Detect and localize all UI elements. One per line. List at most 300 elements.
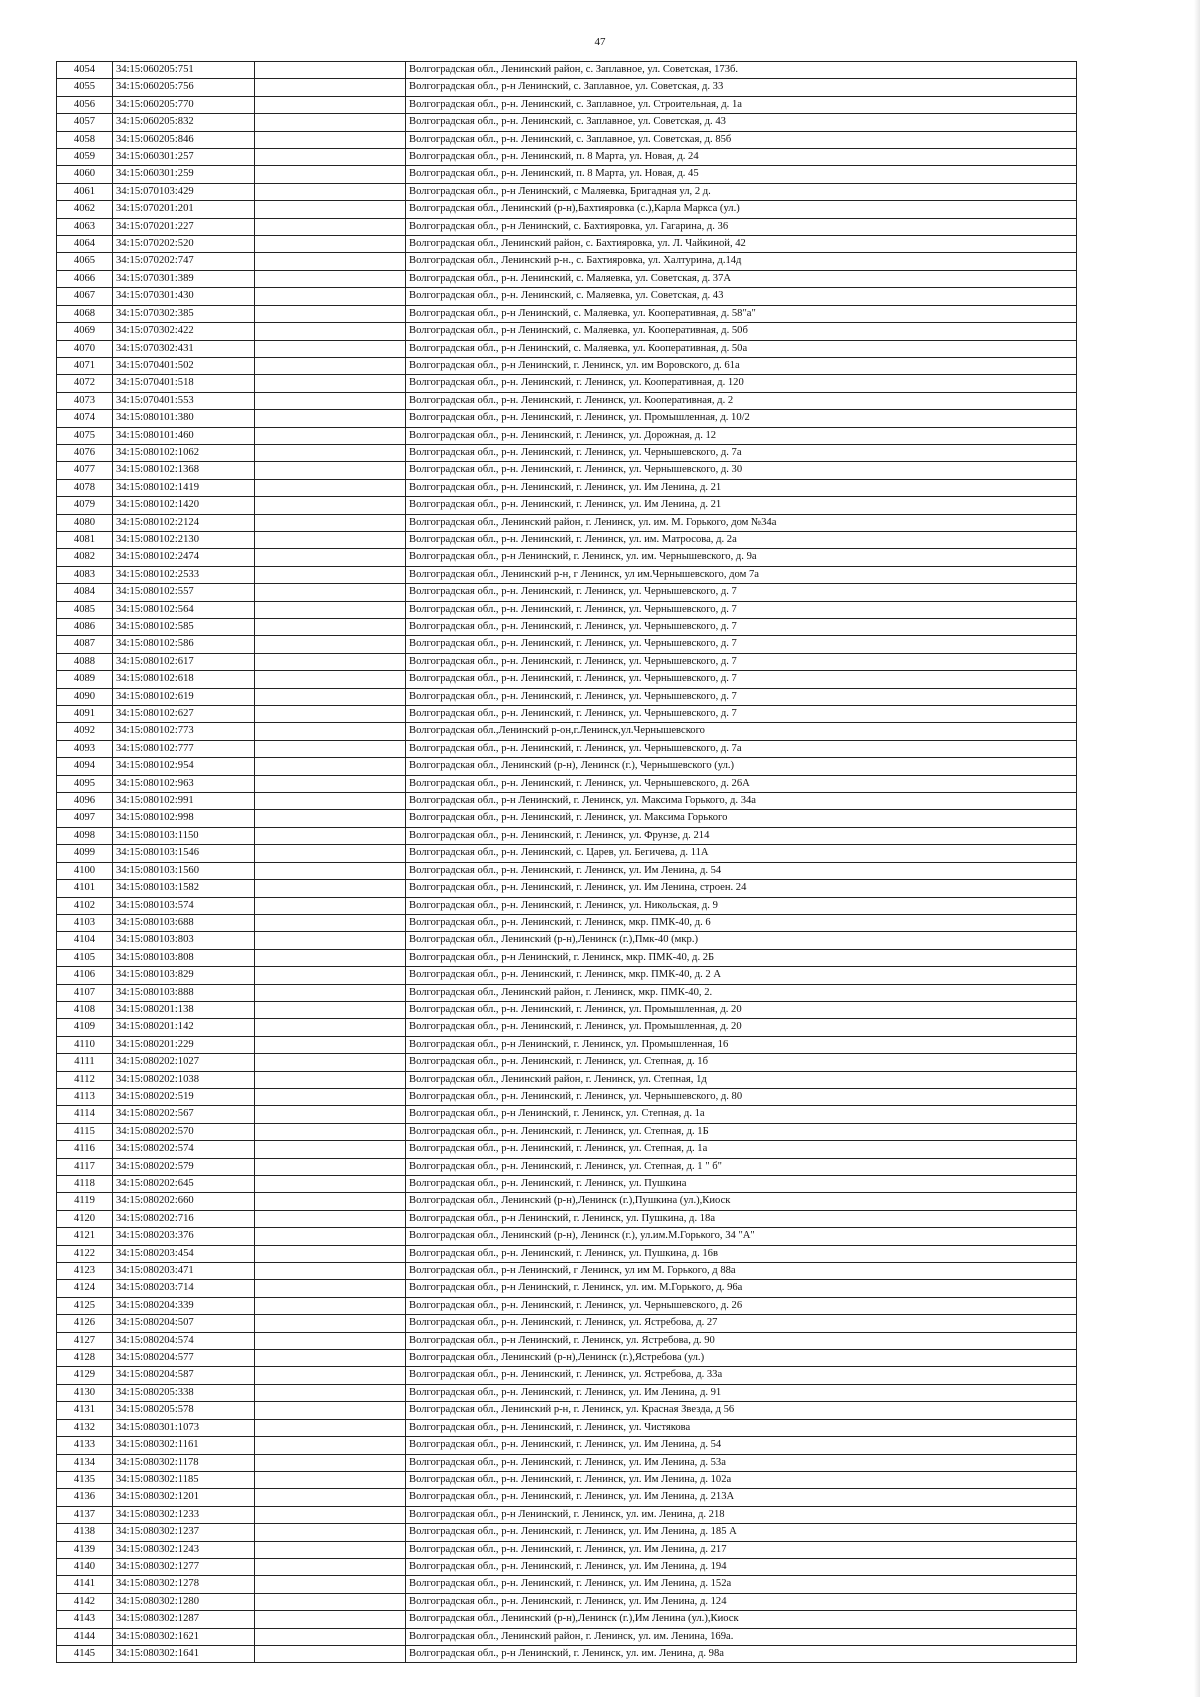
row-number-cell: 4098 xyxy=(57,827,113,844)
row-number-cell: 4082 xyxy=(57,549,113,566)
table-row xyxy=(57,1541,1077,1558)
table-row xyxy=(57,653,1077,670)
cadastral-number-cell: 34:15:060205:756 xyxy=(113,79,255,96)
cadastral-number-cell: 34:15:080102:2124 xyxy=(113,514,255,531)
cadastral-number-cell: 34:15:080103:803 xyxy=(113,932,255,949)
empty-cell xyxy=(255,1524,406,1541)
row-number-cell: 4115 xyxy=(57,1123,113,1140)
address-cell: Волгоградская обл., Ленинский р-н., с. Бахтияровка, ул. Халтурина, д.14д xyxy=(406,253,1077,270)
row-number-cell: 4131 xyxy=(57,1402,113,1419)
row-number-cell: 4144 xyxy=(57,1628,113,1645)
cadastral-number-cell: 34:15:080103:829 xyxy=(113,967,255,984)
cadastral-number-cell: 34:15:080102:998 xyxy=(113,810,255,827)
row-number-cell: 4065 xyxy=(57,253,113,270)
empty-cell xyxy=(255,1367,406,1384)
empty-cell xyxy=(255,183,406,200)
table-row xyxy=(57,1019,1077,1036)
cadastral-number-cell: 34:15:080102:618 xyxy=(113,671,255,688)
table-row xyxy=(57,270,1077,287)
empty-cell xyxy=(255,1123,406,1140)
address-cell: Волгоградская обл., р-н. Ленинский, г. Ленинск, ул. Им Ленина, д. 21 xyxy=(406,479,1077,496)
cadastral-number-cell: 34:15:080102:617 xyxy=(113,653,255,670)
cadastral-number-cell: 34:15:080103:688 xyxy=(113,914,255,931)
row-number-cell: 4139 xyxy=(57,1541,113,1558)
row-number-cell: 4058 xyxy=(57,131,113,148)
empty-cell xyxy=(255,497,406,514)
address-cell: Волгоградская обл., Ленинский район, г. Ленинск, ул. Степная, 1д xyxy=(406,1071,1077,1088)
row-number-cell: 4133 xyxy=(57,1437,113,1454)
empty-cell xyxy=(255,114,406,131)
row-number-cell: 4054 xyxy=(57,62,113,79)
address-cell: Волгоградская обл., р-н. Ленинский, г. Ленинск, ул. Чернышевского, д. 7а xyxy=(406,444,1077,461)
empty-cell xyxy=(255,584,406,601)
row-number-cell: 4124 xyxy=(57,1280,113,1297)
table-row xyxy=(57,236,1077,253)
empty-cell xyxy=(255,549,406,566)
address-cell: Волгоградская обл., р-н. Ленинский, г. Ленинск, ул. Пушкина xyxy=(406,1176,1077,1193)
address-cell: Волгоградская обл., р-н. Ленинский, с. Маляевка, ул. Советская, д. 43 xyxy=(406,288,1077,305)
address-cell: Волгоградская обл., р-н. Ленинский, г. Ленинск, ул. Степная, д. 1Б xyxy=(406,1123,1077,1140)
address-cell: Волгоградская обл., р-н. Ленинский, г. Ленинск, ул. Им Ленина, строен. 24 xyxy=(406,880,1077,897)
empty-cell xyxy=(255,288,406,305)
table-row xyxy=(57,1384,1077,1401)
cadastral-number-cell: 34:15:080202:574 xyxy=(113,1141,255,1158)
empty-cell xyxy=(255,827,406,844)
empty-cell xyxy=(255,1593,406,1610)
cadastral-number-cell: 34:15:060301:257 xyxy=(113,149,255,166)
table-row xyxy=(57,740,1077,757)
address-cell: Волгоградская обл., р-н. Ленинский, г. Ленинск, ул. Чернышевского, д. 26 xyxy=(406,1297,1077,1314)
row-number-cell: 4121 xyxy=(57,1228,113,1245)
table-row xyxy=(57,1524,1077,1541)
row-number-cell: 4112 xyxy=(57,1071,113,1088)
empty-cell xyxy=(255,1280,406,1297)
row-number-cell: 4123 xyxy=(57,1263,113,1280)
table-row xyxy=(57,1471,1077,1488)
cadastral-number-cell: 34:15:080302:1237 xyxy=(113,1524,255,1541)
empty-cell xyxy=(255,149,406,166)
cadastral-number-cell: 34:15:080204:507 xyxy=(113,1315,255,1332)
cadastral-number-cell: 34:15:080202:645 xyxy=(113,1176,255,1193)
empty-cell xyxy=(255,131,406,148)
cadastral-number-cell: 34:15:080102:619 xyxy=(113,688,255,705)
table-row xyxy=(57,671,1077,688)
table-row xyxy=(57,880,1077,897)
address-cell: Волгоградская обл., р-н Ленинский, г. Ленинск, ул. им Воровского, д. 61а xyxy=(406,357,1077,374)
table-row xyxy=(57,62,1077,79)
cadastral-number-cell: 34:15:060205:770 xyxy=(113,96,255,113)
cadastral-number-cell: 34:15:080202:579 xyxy=(113,1158,255,1175)
row-number-cell: 4119 xyxy=(57,1193,113,1210)
row-number-cell: 4125 xyxy=(57,1297,113,1314)
table-row xyxy=(57,514,1077,531)
table-row xyxy=(57,1558,1077,1575)
empty-cell xyxy=(255,845,406,862)
address-cell: Волгоградская обл., р-н. Ленинский, г. Ленинск, ул. Им Ленина, д. 194 xyxy=(406,1558,1077,1575)
empty-cell xyxy=(255,932,406,949)
cadastral-number-cell: 34:15:080302:1201 xyxy=(113,1489,255,1506)
row-number-cell: 4142 xyxy=(57,1593,113,1610)
row-number-cell: 4106 xyxy=(57,967,113,984)
cadastral-number-cell: 34:15:080102:954 xyxy=(113,758,255,775)
empty-cell xyxy=(255,967,406,984)
cadastral-number-cell: 34:15:080202:1038 xyxy=(113,1071,255,1088)
cadastral-number-cell: 34:15:070302:385 xyxy=(113,305,255,322)
cadastral-number-cell: 34:15:080302:1641 xyxy=(113,1645,255,1662)
table-row xyxy=(57,1228,1077,1245)
empty-cell xyxy=(255,1263,406,1280)
cadastral-number-cell: 34:15:080103:1560 xyxy=(113,862,255,879)
table-row xyxy=(57,114,1077,131)
cadastral-number-cell: 34:15:070401:518 xyxy=(113,375,255,392)
address-cell: Волгоградская обл., р-н. Ленинский, г. Ленинск, ул. Степная, д. 1б xyxy=(406,1054,1077,1071)
address-cell: Волгоградская обл., р-н. Ленинский, г. Ленинск, ул. Им Ленина, д. 217 xyxy=(406,1541,1077,1558)
row-number-cell: 4103 xyxy=(57,914,113,931)
row-number-cell: 4100 xyxy=(57,862,113,879)
cadastral-number-cell: 34:15:080102:777 xyxy=(113,740,255,757)
address-cell: Волгоградская обл., Ленинский район, г. Ленинск, ул. им. Ленина, 169а. xyxy=(406,1628,1077,1645)
row-number-cell: 4093 xyxy=(57,740,113,757)
empty-cell xyxy=(255,688,406,705)
address-cell: Волгоградская обл., Ленинский р-н, г Ленинск, ул им.Чернышевского, дом 7а xyxy=(406,566,1077,583)
cadastral-number-cell: 34:15:080204:339 xyxy=(113,1297,255,1314)
address-cell: Волгоградская обл., р-н. Ленинский, г. Ленинск, ул. Им Ленина, д. 152а xyxy=(406,1576,1077,1593)
cadastral-number-cell: 34:15:080102:1420 xyxy=(113,497,255,514)
cadastral-number-cell: 34:15:080102:2533 xyxy=(113,566,255,583)
address-cell: Волгоградская обл., Ленинский район, с. Заплавное, ул. Советская, 173б. xyxy=(406,62,1077,79)
address-cell: Волгоградская обл., р-н. Ленинский, г. Ленинск, ул. Им Ленина, д. 91 xyxy=(406,1384,1077,1401)
row-number-cell: 4104 xyxy=(57,932,113,949)
row-number-cell: 4069 xyxy=(57,323,113,340)
table-row xyxy=(57,288,1077,305)
table-row xyxy=(57,584,1077,601)
table-row xyxy=(57,984,1077,1001)
cadastral-number-cell: 34:15:080203:376 xyxy=(113,1228,255,1245)
cadastral-number-cell: 34:15:070302:431 xyxy=(113,340,255,357)
address-cell: Волгоградская обл., р-н. Ленинский, с. Заплавное, ул. Советская, д. 43 xyxy=(406,114,1077,131)
table-row xyxy=(57,619,1077,636)
table-row xyxy=(57,1576,1077,1593)
row-number-cell: 4060 xyxy=(57,166,113,183)
row-number-cell: 4071 xyxy=(57,357,113,374)
empty-cell xyxy=(255,531,406,548)
cadastral-number-cell: 34:15:080103:808 xyxy=(113,949,255,966)
table-row xyxy=(57,862,1077,879)
cadastral-number-cell: 34:15:080102:773 xyxy=(113,723,255,740)
table-row xyxy=(57,1437,1077,1454)
row-number-cell: 4107 xyxy=(57,984,113,1001)
table-row xyxy=(57,810,1077,827)
table-row xyxy=(57,1350,1077,1367)
registry-table-wrapper xyxy=(56,61,1076,1663)
address-cell: Волгоградская обл., р-н Ленинский, с. Маляевка, ул. Кооперативная, д. 58"а" xyxy=(406,305,1077,322)
empty-cell xyxy=(255,1402,406,1419)
empty-cell xyxy=(255,1558,406,1575)
address-cell: Волгоградская обл., р-н. Ленинский, г. Ленинск, ул. Промышленная, д. 10/2 xyxy=(406,410,1077,427)
empty-cell xyxy=(255,758,406,775)
cadastral-number-cell: 34:15:080102:627 xyxy=(113,706,255,723)
table-row xyxy=(57,1332,1077,1349)
table-row xyxy=(57,914,1077,931)
table-row xyxy=(57,1593,1077,1610)
cadastral-number-cell: 34:15:070302:422 xyxy=(113,323,255,340)
cadastral-number-cell: 34:15:080201:142 xyxy=(113,1019,255,1036)
row-number-cell: 4126 xyxy=(57,1315,113,1332)
empty-cell xyxy=(255,305,406,322)
address-cell: Волгоградская обл., Ленинский (р-н), Ленинск (г.), Чернышевского (ул.) xyxy=(406,758,1077,775)
empty-cell xyxy=(255,236,406,253)
empty-cell xyxy=(255,357,406,374)
table-row xyxy=(57,183,1077,200)
row-number-cell: 4084 xyxy=(57,584,113,601)
row-number-cell: 4091 xyxy=(57,706,113,723)
empty-cell xyxy=(255,479,406,496)
row-number-cell: 4132 xyxy=(57,1419,113,1436)
empty-cell xyxy=(255,1141,406,1158)
cadastral-number-cell: 34:15:080102:991 xyxy=(113,793,255,810)
cadastral-number-cell: 34:15:060205:846 xyxy=(113,131,255,148)
address-cell: Волгоградская обл., р-н. Ленинский, г. Ленинск, ул. Чернышевского, д. 7 xyxy=(406,636,1077,653)
row-number-cell: 4059 xyxy=(57,149,113,166)
table-row xyxy=(57,1280,1077,1297)
cadastral-number-cell: 34:15:080202:519 xyxy=(113,1088,255,1105)
table-row xyxy=(57,549,1077,566)
address-cell: Волгоградская обл., р-н Ленинский, с. Бахтияровка, ул. Гагарина, д. 36 xyxy=(406,218,1077,235)
address-cell: Волгоградская обл., р-н. Ленинский, с. Заплавное, ул. Строительная, д. 1а xyxy=(406,96,1077,113)
empty-cell xyxy=(255,392,406,409)
empty-cell xyxy=(255,740,406,757)
cadastral-number-cell: 34:15:080101:380 xyxy=(113,410,255,427)
table-row xyxy=(57,1297,1077,1314)
cadastral-number-cell: 34:15:080202:1027 xyxy=(113,1054,255,1071)
row-number-cell: 4135 xyxy=(57,1471,113,1488)
cadastral-number-cell: 34:15:080103:1150 xyxy=(113,827,255,844)
table-row xyxy=(57,1263,1077,1280)
table-row xyxy=(57,949,1077,966)
empty-cell xyxy=(255,1506,406,1523)
empty-cell xyxy=(255,79,406,96)
address-cell: Волгоградская обл., р-н Ленинский, г. Ленинск, ул. Промышленная, 16 xyxy=(406,1036,1077,1053)
row-number-cell: 4109 xyxy=(57,1019,113,1036)
row-number-cell: 4089 xyxy=(57,671,113,688)
empty-cell xyxy=(255,1437,406,1454)
empty-cell xyxy=(255,775,406,792)
table-row xyxy=(57,1106,1077,1123)
empty-cell xyxy=(255,1419,406,1436)
row-number-cell: 4086 xyxy=(57,619,113,636)
address-cell: Волгоградская обл., р-н Ленинский, г. Ленинск, мкр. ПМК-40, д. 2Б xyxy=(406,949,1077,966)
row-number-cell: 4081 xyxy=(57,531,113,548)
cadastral-number-cell: 34:15:080204:577 xyxy=(113,1350,255,1367)
empty-cell xyxy=(255,444,406,461)
row-number-cell: 4118 xyxy=(57,1176,113,1193)
cadastral-number-cell: 34:15:070401:502 xyxy=(113,357,255,374)
row-number-cell: 4061 xyxy=(57,183,113,200)
cadastral-number-cell: 34:15:080103:574 xyxy=(113,897,255,914)
row-number-cell: 4105 xyxy=(57,949,113,966)
address-cell: Волгоградская обл., Ленинский район, г. Ленинск, ул. им. М. Горького, дом №34а xyxy=(406,514,1077,531)
cadastral-number-cell: 34:15:070401:553 xyxy=(113,392,255,409)
empty-cell xyxy=(255,1193,406,1210)
address-cell: Волгоградская обл., Ленинский (р-н),Ленинск (г.),Ястребова (ул.) xyxy=(406,1350,1077,1367)
table-row xyxy=(57,1158,1077,1175)
cadastral-number-cell: 34:15:080201:229 xyxy=(113,1036,255,1053)
row-number-cell: 4074 xyxy=(57,410,113,427)
address-cell: Волгоградская обл., Ленинский (р-н),Ленинск (г.),Пмк-40 (мкр.) xyxy=(406,932,1077,949)
address-cell: Волгоградская обл., р-н. Ленинский, г. Ленинск, ул. Им Ленина, д. 54 xyxy=(406,1437,1077,1454)
empty-cell xyxy=(255,1210,406,1227)
empty-cell xyxy=(255,1350,406,1367)
row-number-cell: 4101 xyxy=(57,880,113,897)
cadastral-number-cell: 34:15:080302:1243 xyxy=(113,1541,255,1558)
table-row xyxy=(57,1367,1077,1384)
address-cell: Волгоградская обл., р-н Ленинский, г. Ленинск, ул. им. Чернышевского, д. 9а xyxy=(406,549,1077,566)
empty-cell xyxy=(255,1628,406,1645)
row-number-cell: 4066 xyxy=(57,270,113,287)
cadastral-number-cell: 34:15:080203:471 xyxy=(113,1263,255,1280)
table-row xyxy=(57,1489,1077,1506)
table-row xyxy=(57,1506,1077,1523)
address-cell: Волгоградская обл., р-н. Ленинский, г. Ленинск, ул. Чернышевского, д. 7 xyxy=(406,688,1077,705)
address-cell: Волгоградская обл., р-н. Ленинский, г. Ленинск, ул. Им Ленина, д. 185 А xyxy=(406,1524,1077,1541)
row-number-cell: 4062 xyxy=(57,201,113,218)
cadastral-number-cell: 34:15:080302:1178 xyxy=(113,1454,255,1471)
row-number-cell: 4085 xyxy=(57,601,113,618)
cadastral-number-cell: 34:15:060205:751 xyxy=(113,62,255,79)
address-cell: Волгоградская обл., р-н Ленинский, г Ленинск, ул им М. Горького, д 88а xyxy=(406,1263,1077,1280)
table-row xyxy=(57,79,1077,96)
cadastral-number-cell: 34:15:080202:660 xyxy=(113,1193,255,1210)
address-cell: Волгоградская обл., р-н. Ленинский, г. Ленинск, ул. Чернышевского, д. 80 xyxy=(406,1088,1077,1105)
address-cell: Волгоградская обл., Ленинский р-н, г. Ленинск, ул. Красная Звезда, д 56 xyxy=(406,1402,1077,1419)
empty-cell xyxy=(255,514,406,531)
empty-cell xyxy=(255,1315,406,1332)
cadastral-number-cell: 34:15:080205:338 xyxy=(113,1384,255,1401)
registry-table-body xyxy=(57,62,1077,1663)
address-cell: Волгоградская обл., р-н. Ленинский, г. Ленинск, ул. Им Ленина, д. 213А xyxy=(406,1489,1077,1506)
address-cell: Волгоградская обл., р-н. Ленинский, г. Ленинск, ул. Чернышевского, д. 7 xyxy=(406,653,1077,670)
table-row xyxy=(57,323,1077,340)
row-number-cell: 4113 xyxy=(57,1088,113,1105)
empty-cell xyxy=(255,793,406,810)
empty-cell xyxy=(255,1228,406,1245)
address-cell: Волгоградская обл., р-н. Ленинский, г. Ленинск, ул. Ястребова, д. 27 xyxy=(406,1315,1077,1332)
table-row xyxy=(57,758,1077,775)
row-number-cell: 4120 xyxy=(57,1210,113,1227)
empty-cell xyxy=(255,218,406,235)
address-cell: Волгоградская обл., р-н Ленинский, г. Ленинск, ул. Ястребова, д. 90 xyxy=(406,1332,1077,1349)
table-row xyxy=(57,932,1077,949)
address-cell: Волгоградская обл., р-н. Ленинский, г. Ленинск, ул. Им Ленина, д. 102а xyxy=(406,1471,1077,1488)
table-row xyxy=(57,1210,1077,1227)
table-row xyxy=(57,1193,1077,1210)
row-number-cell: 4094 xyxy=(57,758,113,775)
address-cell: Волгоградская обл., р-н. Ленинский, г. Ленинск, ул. Кооперативная, д. 120 xyxy=(406,375,1077,392)
cadastral-number-cell: 34:15:080101:460 xyxy=(113,427,255,444)
row-number-cell: 4130 xyxy=(57,1384,113,1401)
cadastral-number-cell: 34:15:080302:1280 xyxy=(113,1593,255,1610)
address-cell: Волгоградская обл.,Ленинский р-он,г.Ленинск,ул.Чернышевского xyxy=(406,723,1077,740)
table-row xyxy=(57,827,1077,844)
cadastral-number-cell: 34:15:080102:2130 xyxy=(113,531,255,548)
table-row xyxy=(57,1454,1077,1471)
empty-cell xyxy=(255,1019,406,1036)
address-cell: Волгоградская обл., р-н Ленинский, г. Ленинск, ул. Степная, д. 1а xyxy=(406,1106,1077,1123)
cadastral-number-cell: 34:15:080205:578 xyxy=(113,1402,255,1419)
address-cell: Волгоградская обл., р-н. Ленинский, с. Заплавное, ул. Советская, д. 85б xyxy=(406,131,1077,148)
table-row xyxy=(57,1054,1077,1071)
cadastral-number-cell: 34:15:080302:1185 xyxy=(113,1471,255,1488)
row-number-cell: 4067 xyxy=(57,288,113,305)
table-row xyxy=(57,1071,1077,1088)
table-row xyxy=(57,967,1077,984)
cadastral-number-cell: 34:15:080102:963 xyxy=(113,775,255,792)
page-number: 47 xyxy=(594,36,606,48)
row-number-cell: 4129 xyxy=(57,1367,113,1384)
empty-cell xyxy=(255,1645,406,1662)
cadastral-number-cell: 34:15:080204:587 xyxy=(113,1367,255,1384)
cadastral-number-cell: 34:15:080102:585 xyxy=(113,619,255,636)
address-cell: Волгоградская обл., р-н. Ленинский, г. Ленинск, ул. Чернышевского, д. 7 xyxy=(406,584,1077,601)
cadastral-number-cell: 34:15:080302:1233 xyxy=(113,1506,255,1523)
table-row xyxy=(57,1141,1077,1158)
table-row xyxy=(57,1402,1077,1419)
cadastral-number-cell: 34:15:080302:1621 xyxy=(113,1628,255,1645)
cadastral-number-cell: 34:15:060301:259 xyxy=(113,166,255,183)
empty-cell xyxy=(255,1332,406,1349)
address-cell: Волгоградская обл., р-н. Ленинский, г. Ленинск, ул. Чернышевского, д. 7а xyxy=(406,740,1077,757)
address-cell: Волгоградская обл., р-н. Ленинский, г. Ленинск, мкр. ПМК-40, д. 6 xyxy=(406,914,1077,931)
cadastral-number-cell: 34:15:070301:430 xyxy=(113,288,255,305)
table-row xyxy=(57,149,1077,166)
cadastral-number-cell: 34:15:080201:138 xyxy=(113,1001,255,1018)
row-number-cell: 4140 xyxy=(57,1558,113,1575)
empty-cell xyxy=(255,1158,406,1175)
empty-cell xyxy=(255,1489,406,1506)
cadastral-number-cell: 34:15:080103:888 xyxy=(113,984,255,1001)
table-row xyxy=(57,131,1077,148)
address-cell: Волгоградская обл., р-н. Ленинский, г. Ленинск, ул. Максима Горького xyxy=(406,810,1077,827)
table-row xyxy=(57,1176,1077,1193)
table-row xyxy=(57,1036,1077,1053)
row-number-cell: 4108 xyxy=(57,1001,113,1018)
cadastral-number-cell: 34:15:070201:201 xyxy=(113,201,255,218)
row-number-cell: 4095 xyxy=(57,775,113,792)
row-number-cell: 4099 xyxy=(57,845,113,862)
table-row xyxy=(57,444,1077,461)
table-row xyxy=(57,497,1077,514)
empty-cell xyxy=(255,619,406,636)
row-number-cell: 4056 xyxy=(57,96,113,113)
table-row xyxy=(57,897,1077,914)
cadastral-number-cell: 34:15:080102:557 xyxy=(113,584,255,601)
address-cell: Волгоградская обл., р-н. Ленинский, с. Маляевка, ул. Советская, д. 37А xyxy=(406,270,1077,287)
table-row xyxy=(57,96,1077,113)
cadastral-number-cell: 34:15:080102:564 xyxy=(113,601,255,618)
empty-cell xyxy=(255,427,406,444)
table-row xyxy=(57,218,1077,235)
address-cell: Волгоградская обл., р-н Ленинский, г. Ленинск, ул. Пушкина, д. 18а xyxy=(406,1210,1077,1227)
cadastral-number-cell: 34:15:080202:567 xyxy=(113,1106,255,1123)
address-cell: Волгоградская обл., р-н. Ленинский, г. Ленинск, ул. Им Ленина, д. 53а xyxy=(406,1454,1077,1471)
empty-cell xyxy=(255,1541,406,1558)
row-number-cell: 4063 xyxy=(57,218,113,235)
empty-cell xyxy=(255,1106,406,1123)
address-cell: Волгоградская обл., р-н Ленинский, г. Ленинск, ул. им. Ленина, д. 98а xyxy=(406,1645,1077,1662)
table-row xyxy=(57,1088,1077,1105)
address-cell: Волгоградская обл., р-н Ленинский, г. Ленинск, ул. им. Ленина, д. 218 xyxy=(406,1506,1077,1523)
cadastral-number-cell: 34:15:070201:227 xyxy=(113,218,255,235)
